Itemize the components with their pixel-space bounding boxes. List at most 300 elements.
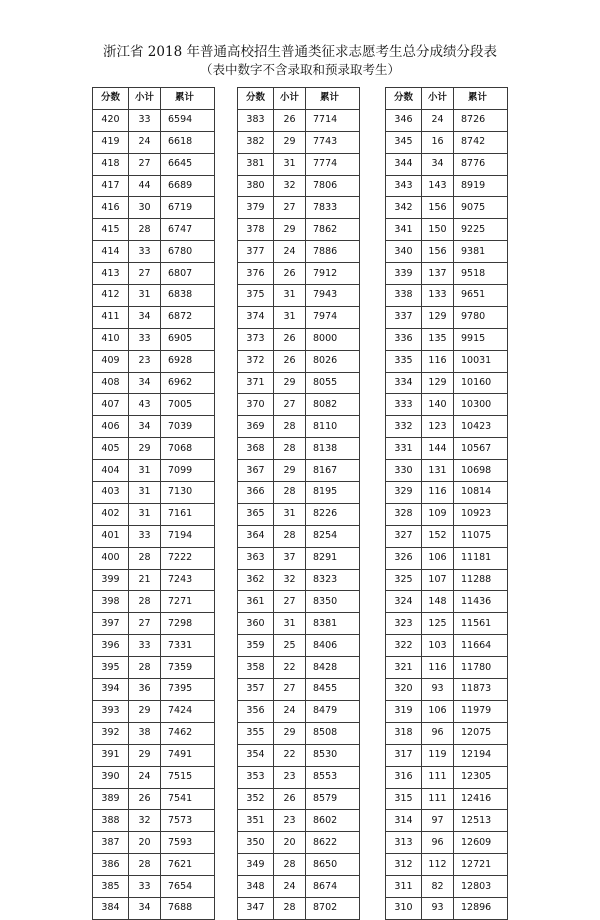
cell-subtotal: 27 (129, 263, 161, 285)
cell-subtotal: 31 (274, 306, 306, 328)
table-row (386, 503, 508, 525)
cell-score: 397 (93, 613, 129, 635)
table-row (93, 460, 215, 482)
cell-cumulative: 6807 (161, 263, 215, 285)
cell-score: 369 (238, 416, 274, 438)
cell-subtotal: 129 (422, 372, 454, 394)
table-row (93, 219, 215, 241)
cell-score: 403 (93, 482, 129, 504)
table-row (238, 635, 360, 657)
cell-cumulative: 7298 (161, 613, 215, 635)
cell-score: 366 (238, 482, 274, 504)
cell-subtotal: 20 (129, 832, 161, 854)
cell-cumulative: 8167 (306, 460, 360, 482)
table-row (238, 219, 360, 241)
cell-score: 371 (238, 372, 274, 394)
cell-subtotal: 31 (274, 503, 306, 525)
table-row (93, 635, 215, 657)
cell-cumulative: 7039 (161, 416, 215, 438)
cell-cumulative: 8026 (306, 350, 360, 372)
cell-subtotal: 28 (129, 219, 161, 241)
cell-subtotal: 28 (129, 591, 161, 613)
cell-subtotal: 133 (422, 285, 454, 307)
cell-cumulative: 9651 (454, 285, 508, 307)
cell-cumulative: 6618 (161, 131, 215, 153)
cell-subtotal: 116 (422, 482, 454, 504)
table-row (93, 679, 215, 701)
cell-subtotal: 31 (129, 460, 161, 482)
cell-score: 401 (93, 525, 129, 547)
cell-subtotal: 23 (274, 810, 306, 832)
cell-subtotal: 34 (129, 416, 161, 438)
cell-subtotal: 112 (422, 854, 454, 876)
cell-cumulative: 10160 (454, 372, 508, 394)
cell-subtotal: 28 (274, 438, 306, 460)
cell-cumulative: 10031 (454, 350, 508, 372)
cell-score: 323 (386, 613, 422, 635)
cell-score: 408 (93, 372, 129, 394)
cell-cumulative: 8650 (306, 854, 360, 876)
cell-score: 349 (238, 854, 274, 876)
table-row (93, 613, 215, 635)
cell-subtotal: 24 (274, 241, 306, 263)
cell-subtotal: 29 (129, 438, 161, 460)
cell-score: 373 (238, 328, 274, 350)
cell-cumulative: 7714 (306, 109, 360, 131)
cell-score: 380 (238, 175, 274, 197)
table-row (386, 109, 508, 131)
cell-cumulative: 8455 (306, 679, 360, 701)
cell-score: 345 (386, 131, 422, 153)
table-row (93, 876, 215, 898)
cell-subtotal: 29 (129, 700, 161, 722)
table-row (238, 153, 360, 175)
cell-subtotal: 28 (129, 657, 161, 679)
cell-score: 320 (386, 679, 422, 701)
header-score: 分数 (93, 88, 129, 110)
cell-score: 409 (93, 350, 129, 372)
table-row (93, 788, 215, 810)
cell-score: 383 (238, 109, 274, 131)
cell-subtotal: 32 (129, 810, 161, 832)
cell-subtotal: 135 (422, 328, 454, 350)
cell-subtotal: 44 (129, 175, 161, 197)
table-row (93, 175, 215, 197)
table-row (238, 547, 360, 569)
cell-subtotal: 33 (129, 241, 161, 263)
cell-subtotal: 29 (274, 372, 306, 394)
cell-subtotal: 143 (422, 175, 454, 197)
cell-subtotal: 28 (129, 854, 161, 876)
cell-subtotal: 32 (274, 175, 306, 197)
table-row (238, 394, 360, 416)
cell-score: 416 (93, 197, 129, 219)
cell-score: 376 (238, 263, 274, 285)
cell-subtotal: 26 (274, 328, 306, 350)
header-cumulative: 累计 (454, 88, 508, 110)
cell-subtotal: 23 (274, 766, 306, 788)
cell-score: 379 (238, 197, 274, 219)
table-row (386, 744, 508, 766)
table-row (93, 503, 215, 525)
table-row (386, 394, 508, 416)
table-row (386, 372, 508, 394)
cell-cumulative: 10698 (454, 460, 508, 482)
cell-cumulative: 8055 (306, 372, 360, 394)
cell-score: 381 (238, 153, 274, 175)
table-row (386, 700, 508, 722)
cell-score: 367 (238, 460, 274, 482)
cell-subtotal: 25 (274, 635, 306, 657)
cell-cumulative: 8553 (306, 766, 360, 788)
cell-cumulative: 7099 (161, 460, 215, 482)
table-row (386, 197, 508, 219)
cell-cumulative: 6594 (161, 109, 215, 131)
cell-cumulative: 11181 (454, 547, 508, 569)
table-row (238, 197, 360, 219)
table-row (238, 700, 360, 722)
cell-cumulative: 6872 (161, 306, 215, 328)
table-row (386, 438, 508, 460)
table-row (386, 175, 508, 197)
cell-cumulative: 7743 (306, 131, 360, 153)
cell-subtotal: 29 (129, 744, 161, 766)
cell-score: 398 (93, 591, 129, 613)
cell-score: 333 (386, 394, 422, 416)
table-row (386, 285, 508, 307)
cell-cumulative: 7243 (161, 569, 215, 591)
cell-subtotal: 119 (422, 744, 454, 766)
cell-cumulative: 6962 (161, 372, 215, 394)
header-subtotal: 小计 (274, 88, 306, 110)
table-row (386, 131, 508, 153)
table-row (386, 854, 508, 876)
table-row (93, 700, 215, 722)
cell-cumulative: 8776 (454, 153, 508, 175)
cell-score: 329 (386, 482, 422, 504)
cell-score: 404 (93, 460, 129, 482)
cell-cumulative: 8602 (306, 810, 360, 832)
cell-score: 393 (93, 700, 129, 722)
cell-cumulative: 7359 (161, 657, 215, 679)
cell-cumulative: 7331 (161, 635, 215, 657)
table-row (238, 657, 360, 679)
cell-subtotal: 33 (129, 525, 161, 547)
cell-score: 374 (238, 306, 274, 328)
cell-subtotal: 125 (422, 613, 454, 635)
table-row (93, 547, 215, 569)
cell-score: 344 (386, 153, 422, 175)
header-cumulative: 累计 (306, 88, 360, 110)
table-row (238, 854, 360, 876)
header-subtotal: 小计 (129, 88, 161, 110)
cell-subtotal: 29 (274, 460, 306, 482)
cell-cumulative: 8082 (306, 394, 360, 416)
table-header-row (386, 88, 508, 110)
cell-score: 338 (386, 285, 422, 307)
cell-score: 355 (238, 722, 274, 744)
cell-score: 316 (386, 766, 422, 788)
cell-subtotal: 24 (129, 766, 161, 788)
cell-cumulative: 7688 (161, 897, 215, 919)
cell-cumulative: 7774 (306, 153, 360, 175)
table-row (238, 175, 360, 197)
table-row (93, 285, 215, 307)
table-row (93, 897, 215, 919)
cell-cumulative: 8919 (454, 175, 508, 197)
cell-cumulative: 9225 (454, 219, 508, 241)
cell-subtotal: 140 (422, 394, 454, 416)
cell-subtotal: 33 (129, 328, 161, 350)
table-row (93, 416, 215, 438)
cell-subtotal: 34 (129, 897, 161, 919)
cell-cumulative: 7222 (161, 547, 215, 569)
cell-score: 364 (238, 525, 274, 547)
cell-score: 378 (238, 219, 274, 241)
cell-cumulative: 7515 (161, 766, 215, 788)
document-subtitle: （表中数字不含录取和预录取考生） (199, 62, 400, 77)
cell-cumulative: 7654 (161, 876, 215, 898)
table-row (386, 219, 508, 241)
cell-cumulative: 10567 (454, 438, 508, 460)
cell-cumulative: 9518 (454, 263, 508, 285)
cell-cumulative: 8428 (306, 657, 360, 679)
cell-score: 356 (238, 700, 274, 722)
cell-subtotal: 38 (129, 722, 161, 744)
cell-cumulative: 12721 (454, 854, 508, 876)
cell-subtotal: 26 (274, 788, 306, 810)
table-header-row (93, 88, 215, 110)
table-row (93, 438, 215, 460)
cell-subtotal: 123 (422, 416, 454, 438)
table-row (386, 153, 508, 175)
cell-subtotal: 34 (422, 153, 454, 175)
cell-score: 312 (386, 854, 422, 876)
cell-subtotal: 24 (274, 876, 306, 898)
cell-score: 417 (93, 175, 129, 197)
cell-score: 370 (238, 394, 274, 416)
cell-cumulative: 8000 (306, 328, 360, 350)
table-row (238, 306, 360, 328)
cell-score: 337 (386, 306, 422, 328)
cell-score: 325 (386, 569, 422, 591)
cell-subtotal: 116 (422, 657, 454, 679)
cell-subtotal: 31 (129, 482, 161, 504)
cell-cumulative: 8406 (306, 635, 360, 657)
cell-subtotal: 97 (422, 810, 454, 832)
cell-subtotal: 23 (129, 350, 161, 372)
cell-subtotal: 30 (129, 197, 161, 219)
cell-subtotal: 37 (274, 547, 306, 569)
table-row (238, 372, 360, 394)
table-row (238, 810, 360, 832)
cell-score: 326 (386, 547, 422, 569)
cell-score: 359 (238, 635, 274, 657)
cell-subtotal: 31 (274, 153, 306, 175)
table-row (238, 263, 360, 285)
cell-cumulative: 7912 (306, 263, 360, 285)
cell-subtotal: 106 (422, 547, 454, 569)
cell-cumulative: 6719 (161, 197, 215, 219)
cell-score: 311 (386, 876, 422, 898)
header-score: 分数 (238, 88, 274, 110)
cell-cumulative: 6905 (161, 328, 215, 350)
table-row (238, 766, 360, 788)
cell-subtotal: 21 (129, 569, 161, 591)
cell-subtotal: 129 (422, 306, 454, 328)
table-row (93, 591, 215, 613)
cell-subtotal: 29 (274, 131, 306, 153)
cell-cumulative: 10814 (454, 482, 508, 504)
cell-cumulative: 9075 (454, 197, 508, 219)
cell-subtotal: 34 (129, 306, 161, 328)
cell-cumulative: 8674 (306, 876, 360, 898)
cell-score: 350 (238, 832, 274, 854)
cell-score: 414 (93, 241, 129, 263)
cell-score: 357 (238, 679, 274, 701)
cell-subtotal: 22 (274, 657, 306, 679)
cell-cumulative: 8226 (306, 503, 360, 525)
table-row (93, 153, 215, 175)
cell-cumulative: 12194 (454, 744, 508, 766)
cell-cumulative: 7974 (306, 306, 360, 328)
table-row (93, 744, 215, 766)
score-table-3 (385, 87, 508, 920)
cell-cumulative: 7573 (161, 810, 215, 832)
cell-score: 352 (238, 788, 274, 810)
cell-subtotal: 24 (274, 700, 306, 722)
cell-cumulative: 9381 (454, 241, 508, 263)
cell-score: 388 (93, 810, 129, 832)
table-row (93, 241, 215, 263)
cell-score: 313 (386, 832, 422, 854)
cell-cumulative: 7161 (161, 503, 215, 525)
table-row (93, 372, 215, 394)
cell-score: 405 (93, 438, 129, 460)
cell-score: 365 (238, 503, 274, 525)
cell-subtotal: 106 (422, 700, 454, 722)
table-row (238, 679, 360, 701)
cell-cumulative: 10423 (454, 416, 508, 438)
cell-score: 407 (93, 394, 129, 416)
cell-score: 386 (93, 854, 129, 876)
cell-cumulative: 7621 (161, 854, 215, 876)
cell-score: 400 (93, 547, 129, 569)
cell-subtotal: 27 (274, 394, 306, 416)
cell-score: 342 (386, 197, 422, 219)
cell-cumulative: 12513 (454, 810, 508, 832)
score-table-2 (237, 87, 360, 920)
cell-subtotal: 28 (274, 854, 306, 876)
table-row (386, 591, 508, 613)
score-table-1 (92, 87, 215, 920)
table-row (238, 613, 360, 635)
table-row (386, 547, 508, 569)
cell-cumulative: 8254 (306, 525, 360, 547)
cell-score: 327 (386, 525, 422, 547)
cell-subtotal: 111 (422, 766, 454, 788)
header-score: 分数 (386, 88, 422, 110)
table-row (93, 810, 215, 832)
cell-cumulative: 11561 (454, 613, 508, 635)
cell-score: 348 (238, 876, 274, 898)
table-row (386, 482, 508, 504)
table-row (238, 438, 360, 460)
cell-subtotal: 96 (422, 832, 454, 854)
table-row (386, 679, 508, 701)
cell-cumulative: 11780 (454, 657, 508, 679)
cell-cumulative: 7194 (161, 525, 215, 547)
cell-score: 353 (238, 766, 274, 788)
cell-score: 318 (386, 722, 422, 744)
cell-subtotal: 109 (422, 503, 454, 525)
cell-subtotal: 27 (274, 591, 306, 613)
cell-cumulative: 7806 (306, 175, 360, 197)
cell-score: 310 (386, 897, 422, 919)
cell-score: 317 (386, 744, 422, 766)
header-cumulative: 累计 (161, 88, 215, 110)
cell-cumulative: 11873 (454, 679, 508, 701)
cell-cumulative: 12896 (454, 897, 508, 919)
cell-score: 362 (238, 569, 274, 591)
cell-score: 413 (93, 263, 129, 285)
cell-cumulative: 7491 (161, 744, 215, 766)
table-row (386, 350, 508, 372)
table-row (386, 263, 508, 285)
table-row (93, 328, 215, 350)
table-row (93, 131, 215, 153)
table-row (93, 854, 215, 876)
cell-cumulative: 6838 (161, 285, 215, 307)
cell-subtotal: 28 (274, 416, 306, 438)
table-row (238, 569, 360, 591)
cell-subtotal: 144 (422, 438, 454, 460)
cell-score: 384 (93, 897, 129, 919)
cell-score: 324 (386, 591, 422, 613)
cell-cumulative: 8291 (306, 547, 360, 569)
cell-cumulative: 8138 (306, 438, 360, 460)
table-row (386, 832, 508, 854)
cell-subtotal: 36 (129, 679, 161, 701)
table-row (238, 131, 360, 153)
cell-cumulative: 8381 (306, 613, 360, 635)
cell-subtotal: 116 (422, 350, 454, 372)
cell-score: 391 (93, 744, 129, 766)
table-row (238, 109, 360, 131)
table-row (93, 109, 215, 131)
cell-score: 418 (93, 153, 129, 175)
table-row (386, 897, 508, 919)
cell-cumulative: 12609 (454, 832, 508, 854)
header-subtotal: 小计 (422, 88, 454, 110)
cell-cumulative: 7593 (161, 832, 215, 854)
table-header-row (238, 88, 360, 110)
table-row (93, 197, 215, 219)
cell-subtotal: 22 (274, 744, 306, 766)
cell-cumulative: 10923 (454, 503, 508, 525)
cell-score: 411 (93, 306, 129, 328)
cell-subtotal: 28 (274, 482, 306, 504)
cell-subtotal: 31 (129, 503, 161, 525)
cell-score: 382 (238, 131, 274, 153)
cell-score: 322 (386, 635, 422, 657)
cell-score: 315 (386, 788, 422, 810)
table-row (93, 306, 215, 328)
cell-score: 332 (386, 416, 422, 438)
cell-cumulative: 12416 (454, 788, 508, 810)
cell-score: 354 (238, 744, 274, 766)
cell-cumulative: 7130 (161, 482, 215, 504)
